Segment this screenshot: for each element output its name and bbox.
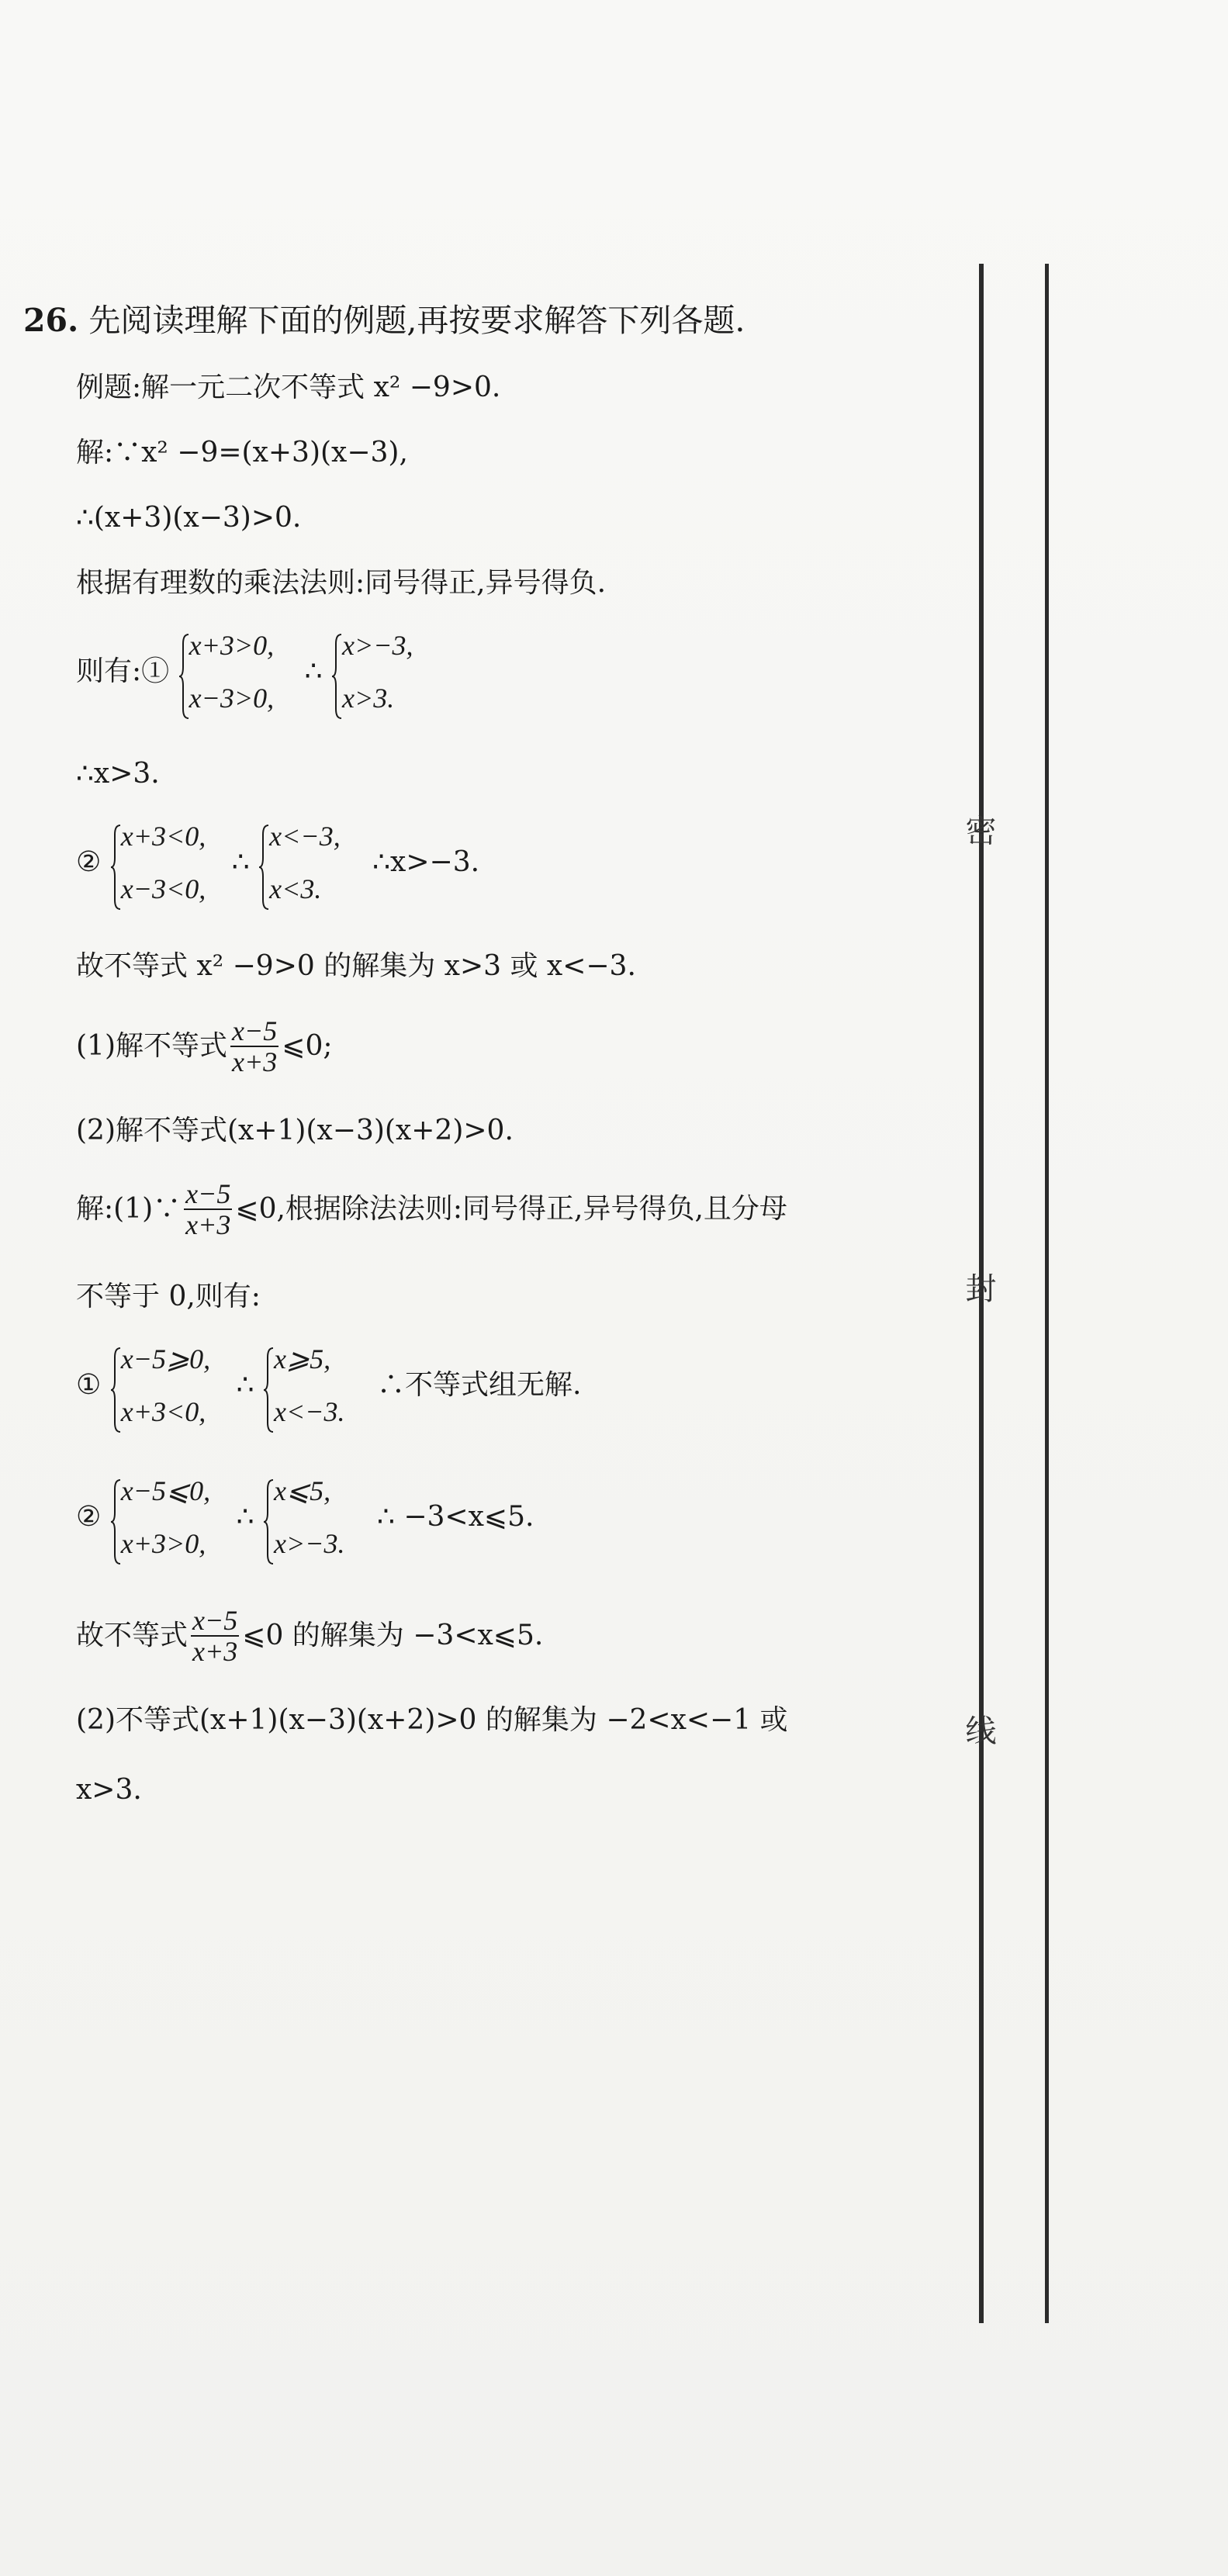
case1-system-b xyxy=(331,628,413,715)
left-brace-icon xyxy=(263,1347,274,1424)
solution-case-1 xyxy=(76,1342,581,1429)
case1-a1: x+3>0, xyxy=(189,630,275,661)
example-case-1 xyxy=(76,628,413,715)
sol-case2-therefore: ∴ xyxy=(236,1501,254,1533)
task1-numerator: x−5 xyxy=(232,1015,278,1046)
question-heading xyxy=(23,303,954,338)
case2-system-a xyxy=(110,819,206,906)
sol-case2-a2: x+3>0, xyxy=(120,1528,206,1559)
sol-conc-suffix: ⩽0 的解集为 −3<x⩽5. xyxy=(242,1620,544,1651)
sol-case1-b2: x<−3. xyxy=(273,1396,345,1427)
case1-b2: x>3. xyxy=(341,683,395,714)
example-case-2 xyxy=(76,819,479,906)
margin-mark-feng: 封 xyxy=(960,1272,996,1303)
left-brace-icon xyxy=(331,633,342,711)
task1-fraction xyxy=(230,1016,278,1077)
example-conclusion: 故不等式 x² −9>0 的解集为 x>3 或 x<−3. xyxy=(76,950,636,982)
left-brace-icon xyxy=(263,1478,274,1556)
task1-prefix: (1)解不等式 xyxy=(76,1030,227,1062)
case2-therefore: ∴ xyxy=(231,846,250,878)
sol-conc-prefix: 故不等式 xyxy=(76,1620,189,1651)
example-line-2: 解:∵x² −9=(x+3)(x−3), xyxy=(76,437,408,469)
sol-case1-system-a xyxy=(110,1342,210,1429)
case1-therefore: ∴ xyxy=(304,655,323,687)
sol-case1-system-b xyxy=(263,1342,345,1429)
left-brace-icon xyxy=(258,824,269,901)
sol-case1-b1: x⩾5, xyxy=(273,1343,331,1374)
example-line-4: 根据有理数的乘法法则:同号得正,异号得负. xyxy=(76,567,607,599)
example-line-1: 例题:解一元二次不等式 x² −9>0. xyxy=(76,372,501,403)
sol1-denominator: x+3 xyxy=(185,1209,231,1240)
solution-1-cont: 不等于 0,则有: xyxy=(76,1281,261,1312)
solution-1-conclusion xyxy=(76,1606,543,1666)
case1-b1: x>−3, xyxy=(341,630,413,661)
task-2: (2)解不等式(x+1)(x−3)(x+2)>0. xyxy=(76,1115,514,1146)
sol-case2-a1: x−5⩽0, xyxy=(120,1475,211,1506)
margin-mark-xian: 线 xyxy=(960,1714,996,1745)
case2-result: ∴x>−3. xyxy=(372,846,480,878)
binding-line-right xyxy=(1045,264,1049,2323)
case2-prefix: ② xyxy=(76,846,102,878)
example-line-6: ∴x>3. xyxy=(76,758,160,790)
left-brace-icon xyxy=(110,824,121,901)
margin-mark-mi: 密 xyxy=(960,814,996,845)
task1-denominator: x+3 xyxy=(232,1046,278,1077)
sol-case1-a1: x−5⩾0, xyxy=(120,1343,211,1374)
case2-a2: x−3<0, xyxy=(120,873,206,904)
sol-case2-system-a xyxy=(110,1474,210,1561)
case1-system-a xyxy=(178,628,275,715)
sol-conc-denominator: x+3 xyxy=(192,1636,238,1667)
sol-case2-result: ∴ −3<x⩽5. xyxy=(377,1501,534,1533)
left-brace-icon xyxy=(110,1347,121,1424)
case1-a2: x−3>0, xyxy=(189,683,275,714)
sol1-suffix: ⩽0,根据除法法则:同号得正,异号得负,且分母 xyxy=(235,1193,787,1225)
sol-case1-result: ∴不等式组无解. xyxy=(377,1369,582,1401)
case2-a1: x+3<0, xyxy=(120,821,206,852)
sol-conc-fraction xyxy=(191,1606,239,1666)
case2-b2: x<3. xyxy=(269,873,322,904)
task-1 xyxy=(76,1016,332,1077)
sol-case1-therefore: ∴ xyxy=(236,1369,254,1401)
sol-case2-system-b xyxy=(263,1474,345,1561)
sol-case2-b1: x⩽5, xyxy=(273,1475,331,1506)
case2-b1: x<−3, xyxy=(269,821,341,852)
solution-case-2 xyxy=(76,1474,534,1561)
question-prompt: 先阅读理解下面的例题,再按要求解答下列各题. xyxy=(88,302,745,339)
sol1-fraction xyxy=(184,1179,232,1240)
sol-case1-a2: x+3<0, xyxy=(120,1396,206,1427)
sol-case2-b2: x>−3. xyxy=(273,1528,345,1559)
sol1-numerator: x−5 xyxy=(185,1178,231,1209)
left-brace-icon xyxy=(110,1478,121,1556)
case1-prefix: 则有:① xyxy=(76,655,170,687)
solution-1-intro xyxy=(76,1179,787,1240)
sol-case2-prefix: ② xyxy=(76,1501,102,1533)
case2-system-b xyxy=(258,819,341,906)
sol-conc-numerator: x−5 xyxy=(192,1605,238,1636)
left-brace-icon xyxy=(178,633,189,711)
sol-case1-prefix: ① xyxy=(76,1369,102,1401)
question-number: 26. xyxy=(23,302,79,339)
example-line-3: ∴(x+3)(x−3)>0. xyxy=(76,502,302,534)
task1-suffix: ⩽0; xyxy=(282,1030,333,1062)
sol1-prefix: 解:(1)∵ xyxy=(76,1193,182,1225)
solution-2-line-1: (2)不等式(x+1)(x−3)(x+2)>0 的解集为 −2<x<−1 或 xyxy=(76,1704,788,1736)
solution-2-line-2: x>3. xyxy=(76,1774,142,1806)
